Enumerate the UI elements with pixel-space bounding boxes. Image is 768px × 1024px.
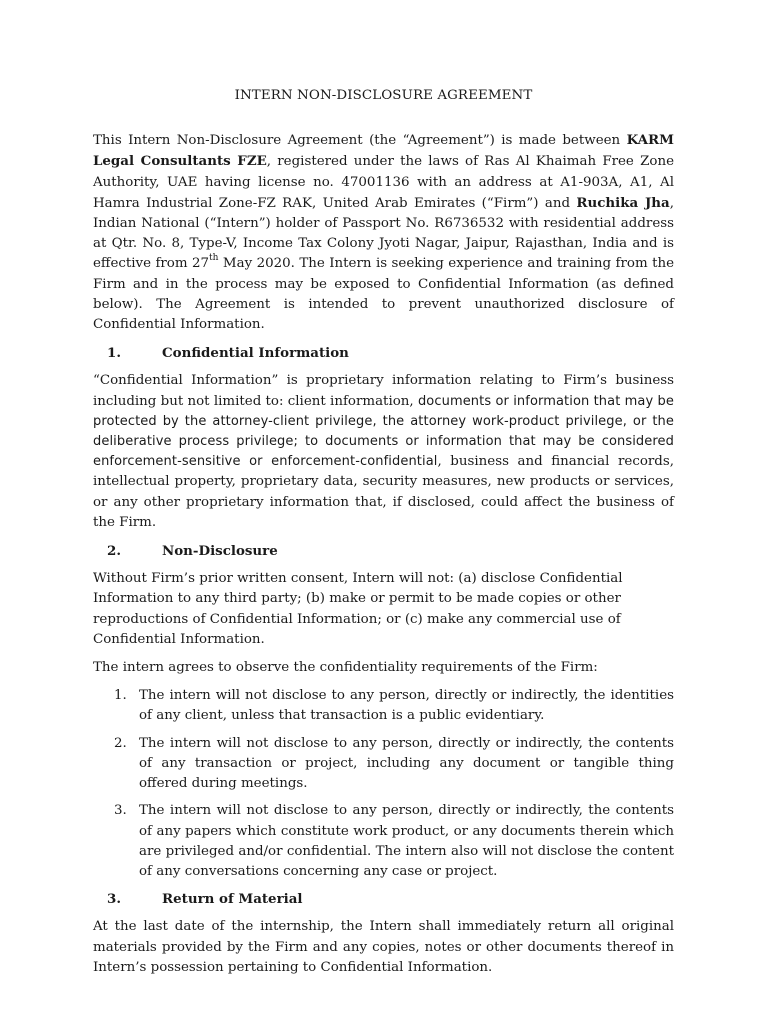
section-heading-confidential-information (93, 343, 674, 363)
section-heading-return-of-material (93, 889, 674, 909)
list-item (93, 734, 674, 795)
list-item (93, 801, 674, 882)
section-heading-non-disclosure (93, 541, 674, 561)
confidentiality-requirements-list (93, 686, 674, 882)
intro-paragraph (93, 130, 674, 335)
list-item-number: 2. (114, 735, 127, 751)
s1-text-a: “Confidential Information” is proprietary information relating to Firm’s business including but not limited to: client information, (93, 373, 674, 409)
firm-name: KARM Legal Consultants FZE (93, 132, 674, 170)
s1-text-b: documents or information that may be protected by the attorney-client privilege, the attorney work-product privilege, or the deliberative process privilege; to documents or information that may be considered enforcement-sensitive or enforcement-confidential (93, 393, 674, 470)
confidentiality-requirements-intro: The intern agrees to observe the confidentiality requirements of the Firm: (93, 660, 598, 676)
list-item-text: The intern will not disclose to any person, directly or indirectly, the contents of any transaction or project, including any document or tangible thing offered during meetings. (139, 735, 674, 792)
document-content (93, 86, 674, 978)
intro-text-2: , registered under the laws of Ras Al Khaimah Free Zone Authority, UAE having license no. 47001136 with an address at A1-903A, A1, Al Hamra Industrial Zone-FZ RAK, United Arab Emirates (“Firm”) and (93, 154, 674, 211)
section-number: 1. (107, 345, 121, 362)
date-superscript: th (209, 252, 219, 263)
confidential-information-paragraph (93, 371, 674, 533)
list-item (93, 686, 674, 726)
list-item-number: 1. (114, 688, 127, 704)
document-title: INTERN NON-DISCLOSURE AGREEMENT (234, 88, 533, 103)
intern-name: Ruchika Jha (576, 194, 670, 211)
intro-text-4: May 2020. The Intern is seeking experience and training from the Firm and in the process may be exposed to Confidential Information (as defined below). The Agreement is intended to prevent unauthorized disclosure of Confidential Information. (93, 256, 675, 333)
section-title: Non-Disclosure (162, 543, 278, 560)
non-disclosure-paragraph: Without Firm’s prior written consent, Intern will not: (a) disclose Confidential Information to any third party; (b) make or permit to be made copies or other reproductions of Confidential Information; or (c) make any commercial use of Confidential Information. (93, 571, 623, 647)
section-number: 2. (107, 543, 121, 560)
list-item-number: 3. (114, 803, 127, 819)
intro-text-1: This Intern Non-Disclosure Agreement (the “Agreement”) is made between (93, 133, 627, 149)
return-of-material-paragraph: At the last date of the internship, the Intern shall immediately return all original materials provided by the Firm and any copies, notes or other documents thereof in Intern’s possession pertaining to Confidential Information. (93, 919, 674, 975)
section-number: 3. (107, 891, 121, 908)
s1-text-c: , business and financial records, intellectual property, proprietary data, security measures, new products or services, or any other proprietary information that, if disclosed, could affect the business of the Firm. (93, 454, 674, 530)
list-item-text: The intern will not disclose to any person, directly or indirectly, the contents of any papers which constitute work product, or any documents therein which are privileged and/or confidential. The intern also will not disclose the content of any conversations concerning any case or project. (139, 803, 674, 879)
section-title: Confidential Information (162, 345, 349, 362)
intro-text-3: , Indian National (“Intern”) holder of Passport No. R6736532 with residential address at Qtr. No. 8, Type-V, Income Tax Colony Jyoti Nagar, Jaipur, Rajasthan, India and is effective from 27 (93, 195, 674, 272)
section-title: Return of Material (162, 891, 303, 908)
list-item-text: The intern will not disclose to any person, directly or indirectly, the identities of any client, unless that transaction is a public evidentiary. (139, 688, 674, 724)
